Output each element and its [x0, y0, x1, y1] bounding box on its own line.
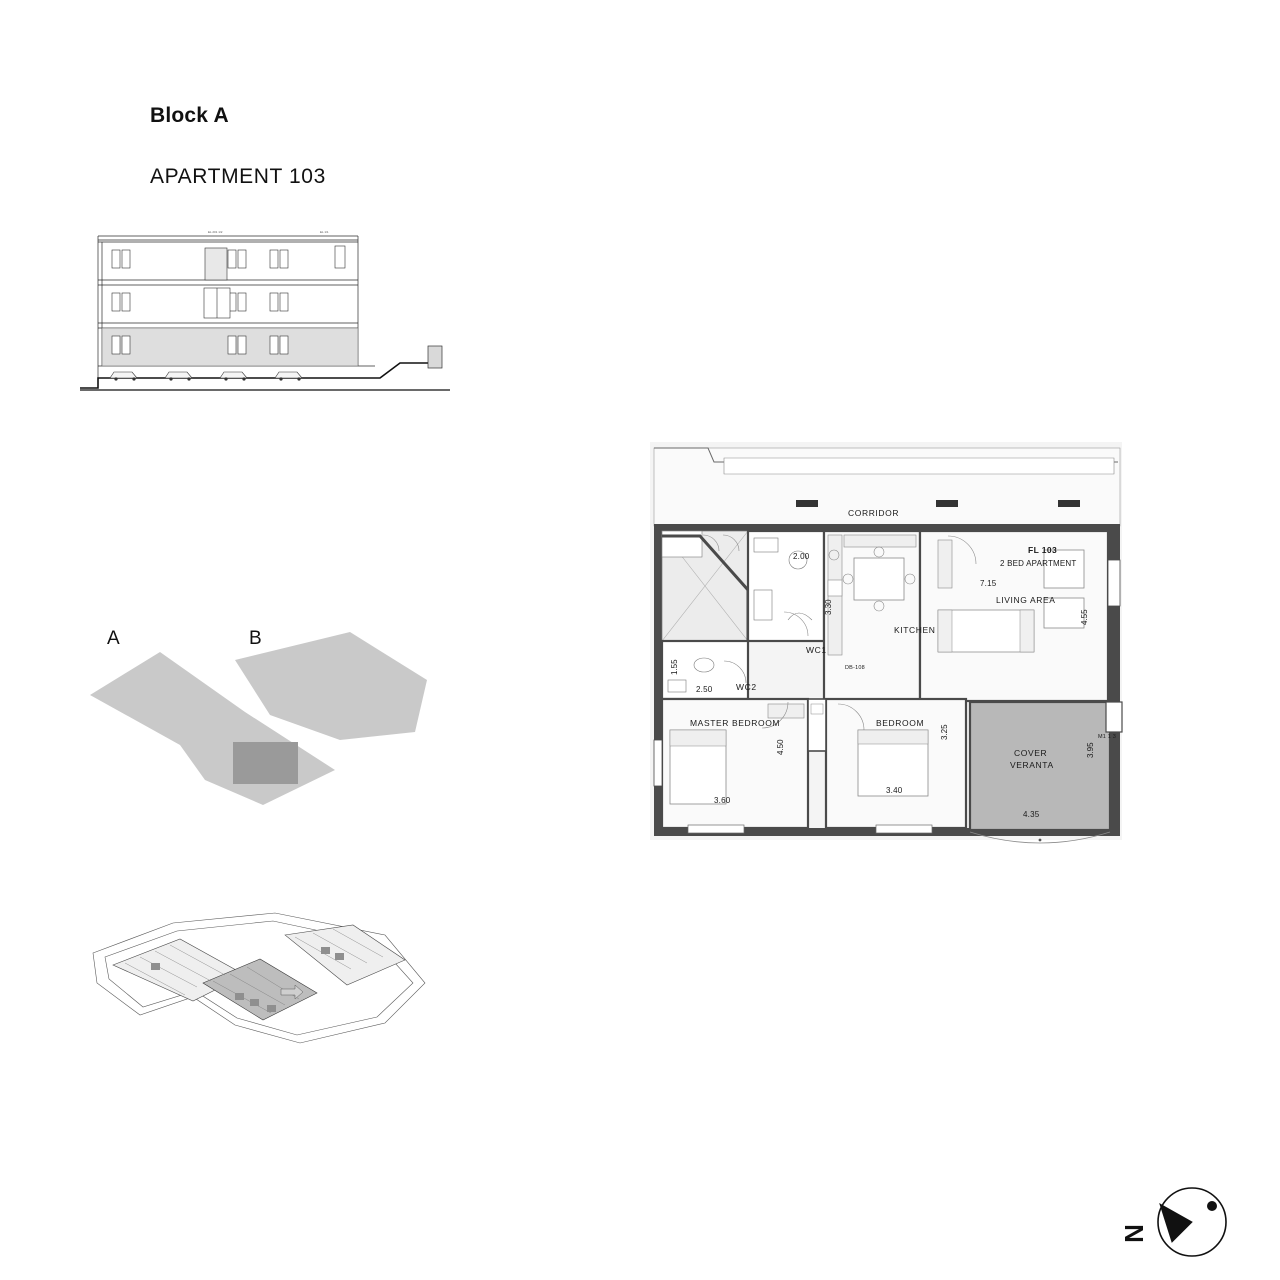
block-title: Block A: [150, 104, 229, 127]
room-label-master-bedroom: MASTER BEDROOM: [690, 718, 781, 728]
dim-master-width: 3.60: [714, 796, 731, 805]
unit-type-label: 2 BED APARTMENT: [1000, 559, 1077, 568]
room-label-wc2: WC2: [736, 682, 757, 692]
unit-tag: FL 103: [1028, 545, 1058, 555]
keyplan-label-b: B: [249, 628, 262, 649]
dim-living-depth: 4.55: [1080, 609, 1089, 625]
building-elevation-drawing: [80, 228, 450, 408]
dim-bedroom-width: 3.40: [886, 786, 903, 795]
room-label-wc1: WC1: [806, 645, 827, 655]
keyplan-label-a: A: [107, 628, 120, 649]
dim-master-depth: 4.50: [776, 739, 785, 755]
dim-veranda-width: 4.35: [1023, 810, 1040, 819]
meter-tag: M1 1 3: [1098, 734, 1117, 740]
dim-wc1-depth: 1.55: [670, 659, 679, 675]
room-label-kitchen: KITCHEN: [894, 625, 936, 635]
room-label-living-area: LIVING AREA: [996, 595, 1056, 605]
dim-veranda-depth: 3.95: [1086, 742, 1095, 758]
dim-wc2-width: 2.50: [696, 685, 713, 694]
svg-text:EL 1/1: EL 1/1: [320, 230, 329, 234]
room-label-bedroom: BEDROOM: [876, 718, 925, 728]
apartment-floor-plan: [648, 440, 1128, 860]
room-label-veranda-line1: COVER: [1014, 748, 1048, 758]
axonometric-floor-plan: [85, 905, 435, 1065]
dim-kitchen-depth: 3.30: [824, 599, 833, 615]
site-key-plan: [85, 620, 445, 810]
svg-text:EL 201 1/2: EL 201 1/2: [208, 230, 223, 234]
dim-living-width: 7.15: [980, 579, 997, 588]
room-label-corridor: CORRIDOR: [848, 508, 900, 518]
north-letter: N: [1118, 1224, 1149, 1243]
dim-kitchen-width: 2.00: [793, 552, 810, 561]
room-label-veranda-line2: VERANTA: [1010, 760, 1054, 770]
door-tag: DB-108: [845, 665, 865, 671]
dim-bedroom-depth: 3.25: [940, 724, 949, 740]
apartment-title: APARTMENT 103: [150, 165, 326, 188]
